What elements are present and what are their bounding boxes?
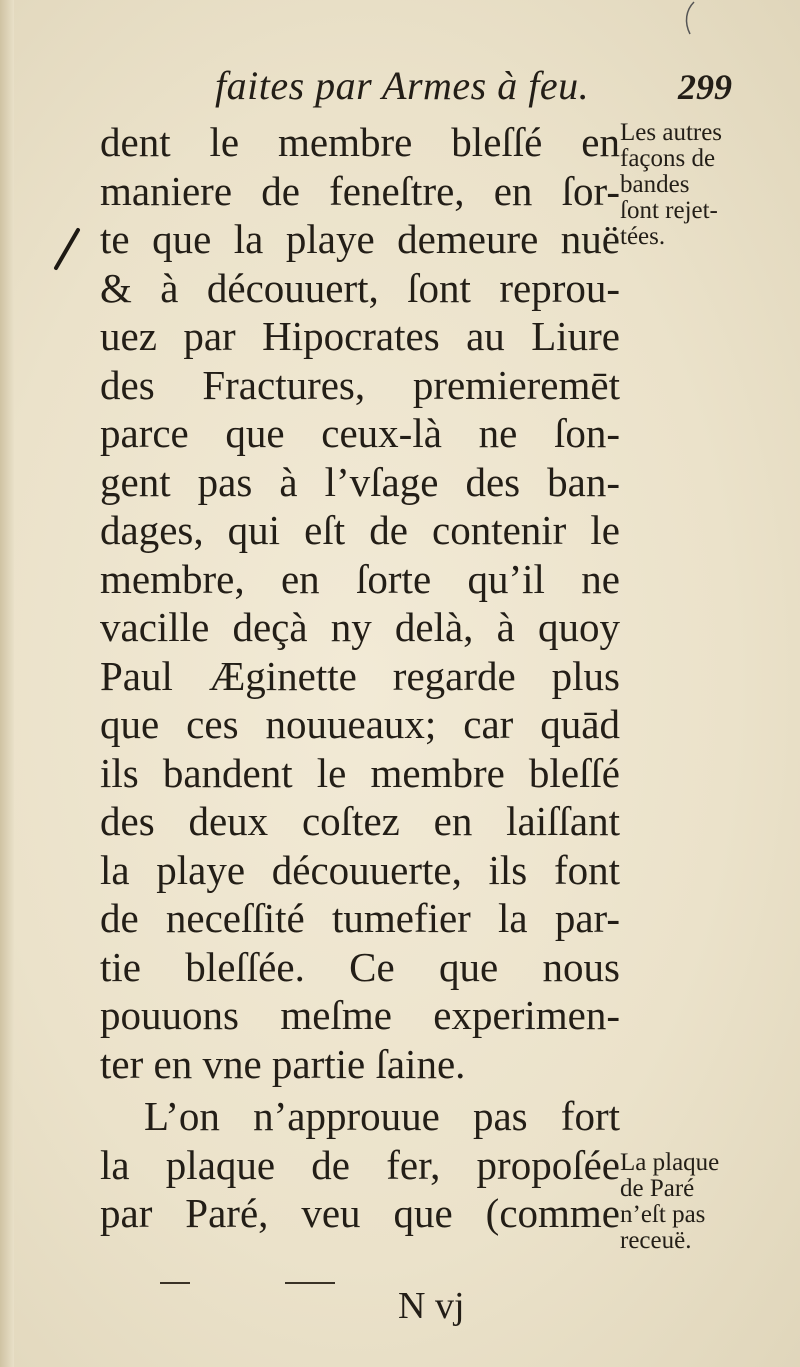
page-number: 299 [678, 67, 732, 107]
text-line: L’on n’approuue pas fort [144, 1093, 620, 1139]
text-line: de neceſſité tumefier la par- [100, 895, 620, 941]
text-line: des Fractures, premieremēt [100, 361, 620, 408]
handwritten-slash-mark [50, 226, 84, 272]
text-line: membre, en ſorte qu’il ne [100, 555, 620, 602]
margin-note-bandages [620, 120, 770, 250]
text-line: Paul Æginette regarde plus [100, 652, 620, 699]
margin-note-plaque [620, 1150, 770, 1254]
text-line: ils bandent le membre bleſſé [100, 749, 620, 796]
signature-mark: N vj [398, 1285, 465, 1327]
text-line: par Paré, veu que (comme [100, 1190, 620, 1236]
margin-note-line: receuë. [620, 1227, 692, 1254]
text-line: dent le membre bleſſé en [100, 119, 620, 165]
text-line: pouuons meſme experimen- [100, 992, 620, 1038]
text-line: te que la playe demeure nuë [100, 216, 620, 262]
margin-note-line: ſont rejet- [620, 197, 718, 224]
main-text-block [100, 118, 620, 1238]
text-line: des deux coſtez en laiſſant [100, 798, 620, 844]
margin-note-line: n’eſt pas [620, 1201, 706, 1228]
margin-note-line: tées. [620, 223, 666, 250]
margin-note-line: La plaque [620, 1149, 720, 1176]
text-line: que ces nouueaux; car quād [100, 701, 620, 747]
text-line: maniere de feneſtre, en ſor- [100, 167, 620, 214]
text-line: la plaque de fer, propoſée [100, 1141, 620, 1188]
margin-note-line: bandes [620, 171, 690, 198]
text-line: vacille deçà ny delà, à quoy [100, 604, 620, 650]
running-title: faites par Armes à feu. [215, 63, 590, 108]
page-gutter-edge [0, 0, 14, 1367]
text-line: parce que ceux-là ne ſon- [100, 410, 620, 456]
text-line: la playe découuerte, ils font [100, 846, 620, 893]
stray-ink-mark [676, 0, 706, 40]
underline-mark [160, 1282, 190, 1284]
text-line: uez par Hipocrates au Liure [100, 313, 620, 359]
text-line: ter en vne partie ſaine. [100, 1040, 466, 1087]
text-line: tie bleſſée. Ce que nous [100, 943, 620, 990]
underline-mark [285, 1282, 335, 1284]
text-line: & à découuert, ſont reprou- [100, 264, 620, 311]
text-line: dages, qui eſt de contenir le [100, 507, 620, 553]
text-line: gent pas à l’vſage des ban- [100, 458, 620, 505]
margin-note-line: de Paré [620, 1175, 695, 1202]
margin-note-line: Les autres [620, 119, 723, 146]
margin-note-line: façons de [620, 145, 716, 172]
